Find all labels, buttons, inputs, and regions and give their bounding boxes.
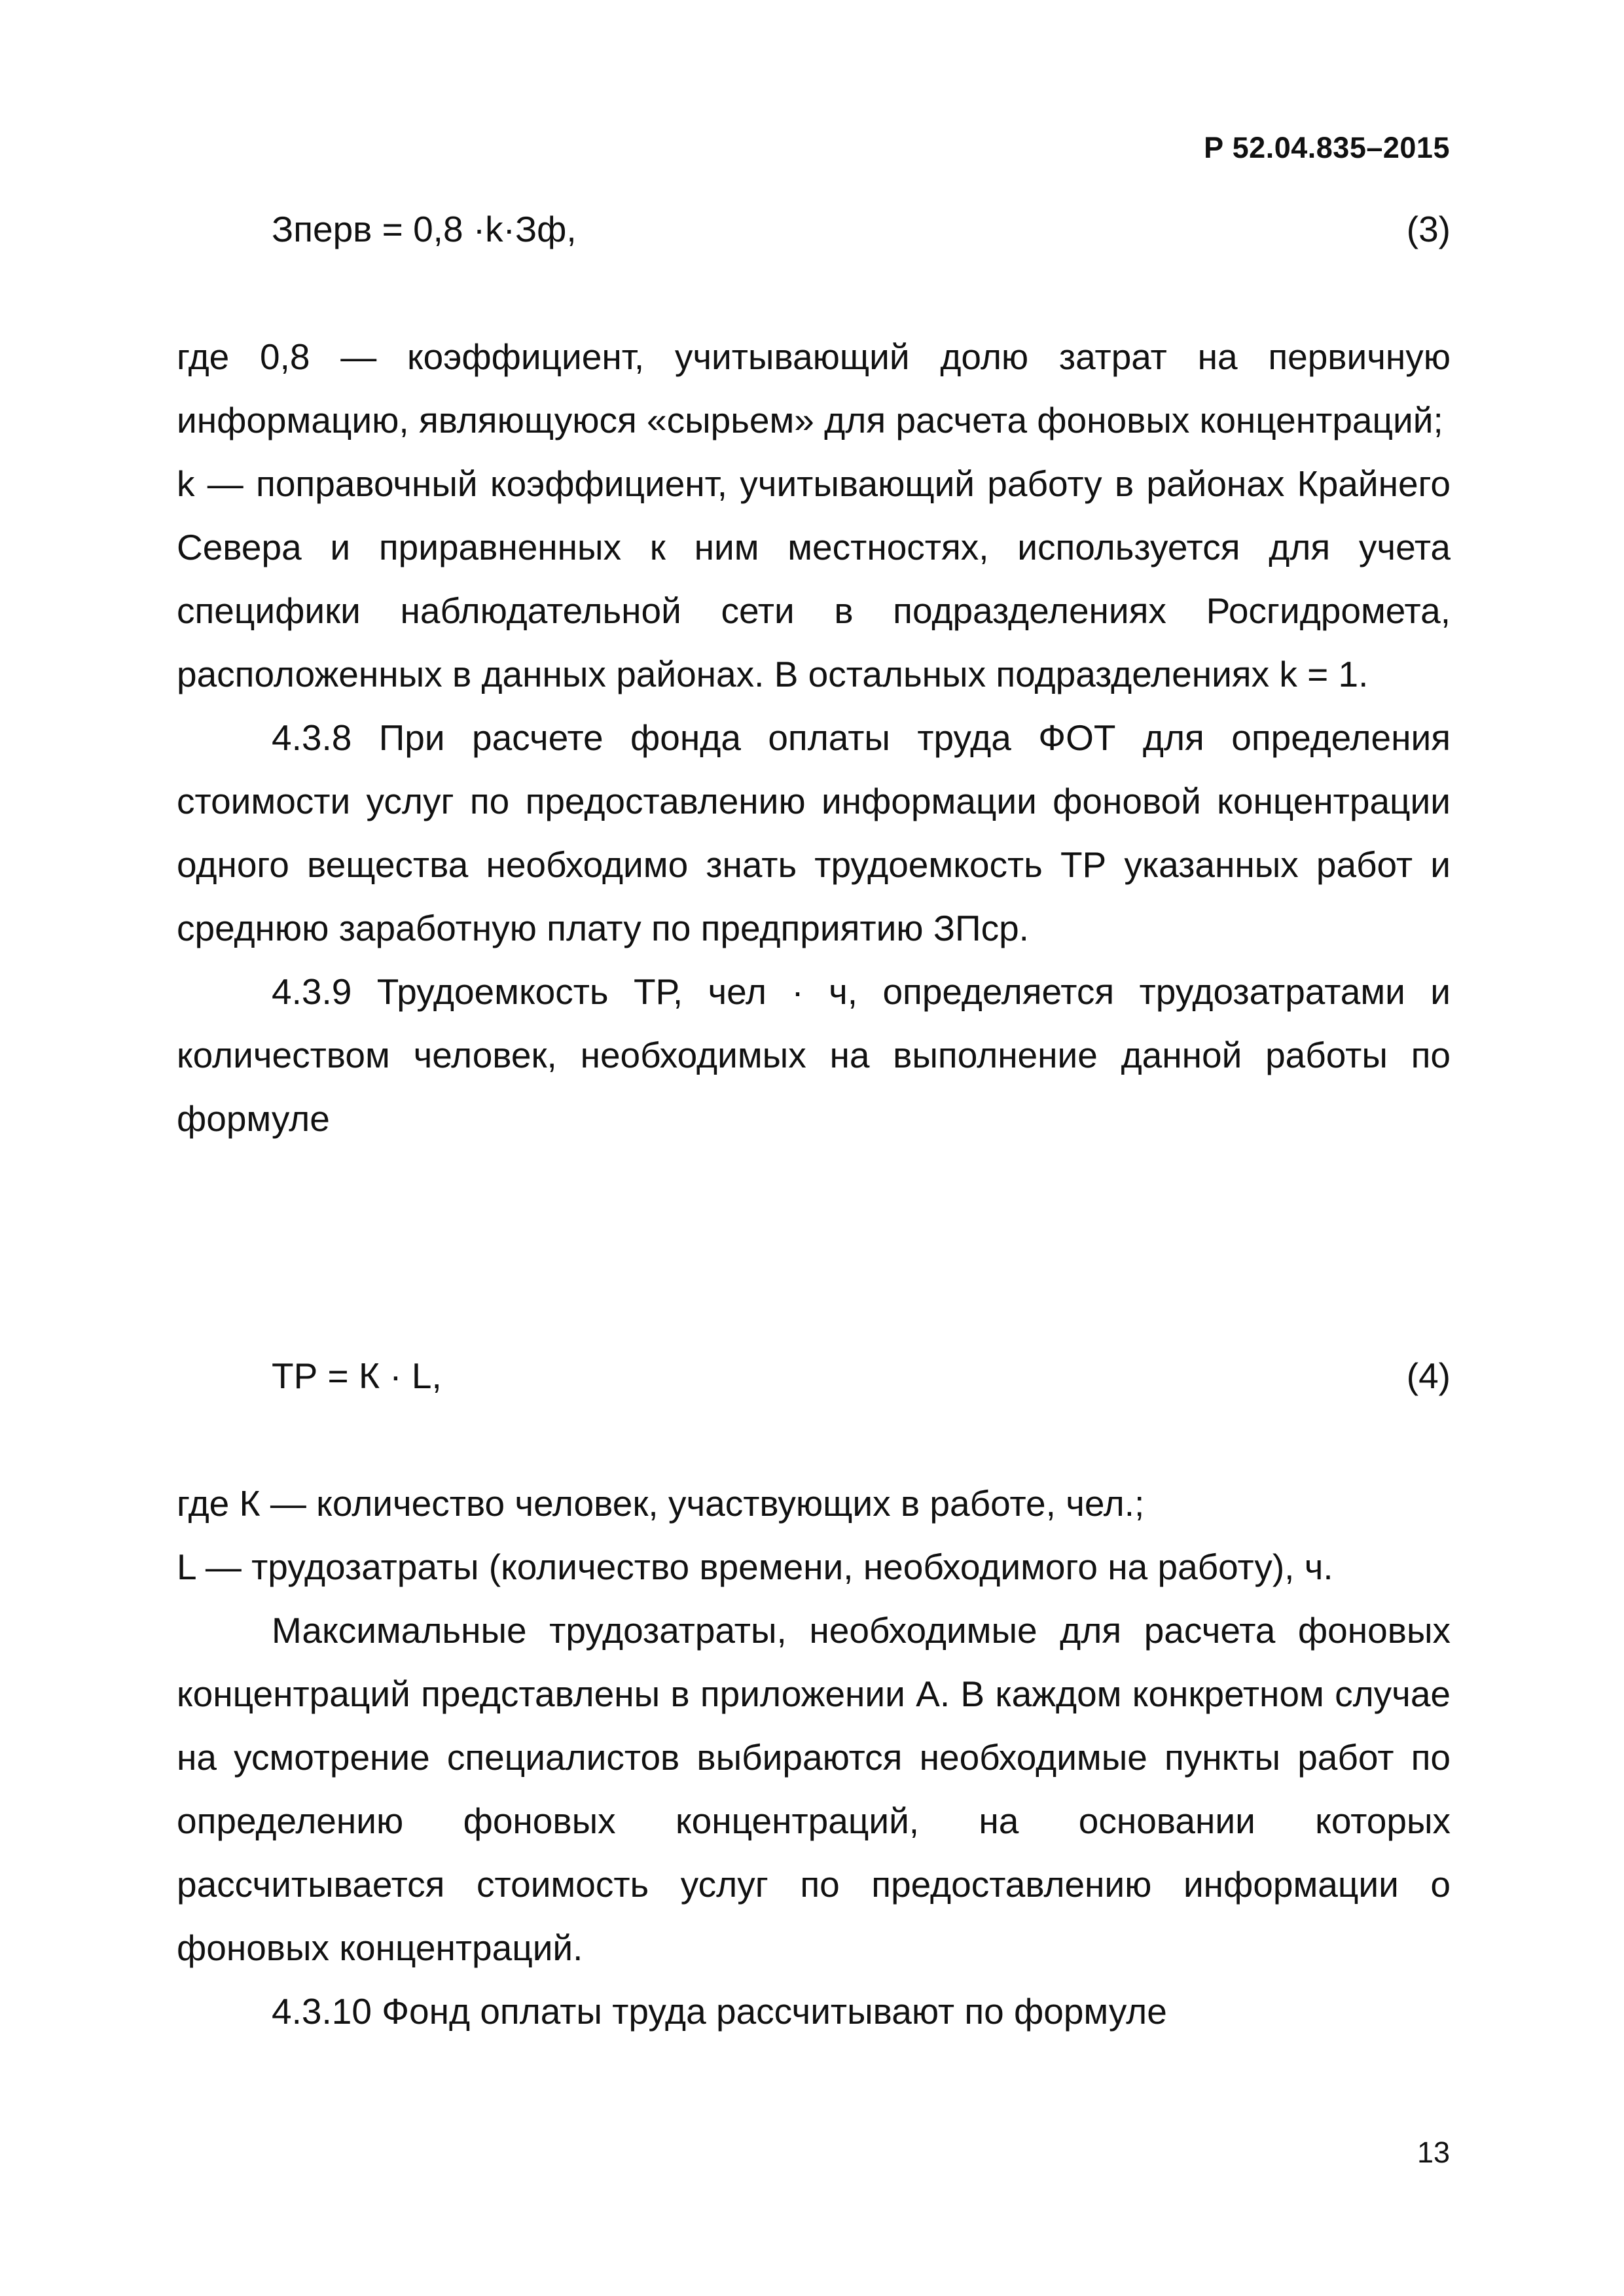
- document-code-header: Р 52.04.835–2015: [1204, 131, 1450, 164]
- formula-3: [177, 208, 1451, 250]
- formula-4-number: (4): [1406, 1355, 1451, 1396]
- clause-4-3-9: 4.3.9 Трудоемкость ТР, чел · ч, определяется трудозатратами и количеством человек, необходимых на выполнение данной работы по формуле: [177, 971, 1451, 1139]
- clause-4-3-10: 4.3.10 Фонд оплаты труда рассчитывают по формуле: [272, 1991, 1167, 2032]
- formula-3-number: (3): [1406, 209, 1451, 249]
- page-number: 13: [1416, 2136, 1450, 2169]
- formula-4-expression: ТР = К · L,: [272, 1355, 442, 1396]
- text-block-1: [177, 325, 1451, 1151]
- definition-l-labor: L — трудозатраты (количество времени, необходимого на работу), ч.: [177, 1547, 1333, 1587]
- definition-k-people: где К — количество человек, участвующих в работе, чел.;: [177, 1483, 1145, 1524]
- max-labor-paragraph: Максимальные трудозатраты, необходимые для расчета фоновых концентраций представлены в приложении А. В каждом конкретном случае на усмотрение специалистов выбираются необходимые пункты работ по определению фоновых концентраций, на основании которых рассчитывается стоимость услуг по предоставлению информации о фоновых концентраций.: [177, 1610, 1451, 1968]
- text-block-2: [177, 1472, 1451, 2043]
- clause-4-3-8: 4.3.8 При расчете фонда оплаты труда ФОТ для определения стоимости услуг по предоставлению информации фоновой концентрации одного вещества необходимо знать трудоемкость ТР указанных работ и среднюю заработную плату по предприятию ЗПср.: [177, 717, 1451, 948]
- formula-4: [177, 1355, 1451, 1397]
- definition-k-coefficient: k — поправочный коэффициент, учитывающий работу в районах Крайнего Севера и приравненных к ним местностях, используется для учета специфики наблюдательной сети в подразделениях Росгидромета, расположенных в данных районах. В остальных подразделениях k = 1.: [177, 463, 1451, 694]
- formula-3-expression: Зперв = 0,8 ·k·Зф,: [272, 209, 577, 249]
- definition-coefficient-0-8: где 0,8 — коэффициент, учитывающий долю затрат на первичную информацию, являющуюся «сырьем» для расчета фоновых концентраций;: [177, 336, 1451, 440]
